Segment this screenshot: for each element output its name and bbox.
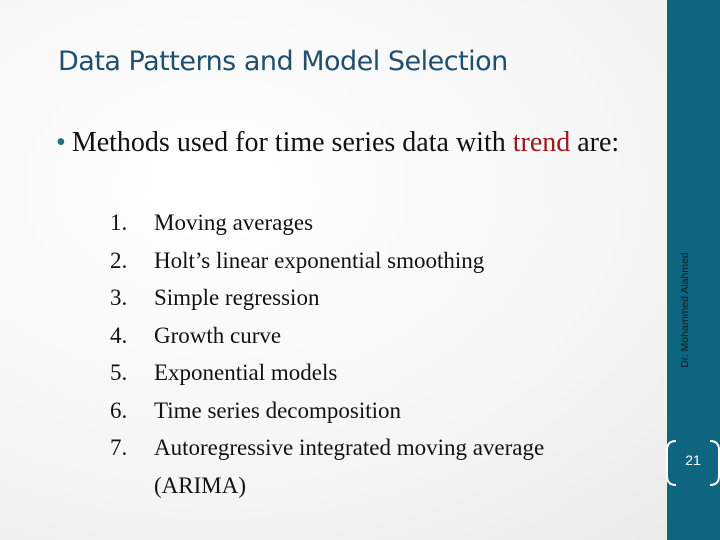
page-number-box bbox=[666, 440, 720, 486]
bullet-icon: • bbox=[56, 127, 66, 158]
item-text: Moving averages bbox=[154, 210, 314, 235]
item-number: 6. bbox=[110, 397, 128, 423]
item-number: 2. bbox=[110, 247, 128, 273]
list-item bbox=[110, 242, 594, 280]
page-number: 21 bbox=[685, 452, 701, 468]
list-item bbox=[110, 354, 594, 392]
list-item bbox=[110, 204, 594, 242]
item-number: 3. bbox=[110, 285, 128, 310]
item-text: Autoregressive integrated moving average (ARIMA) bbox=[154, 435, 545, 498]
item-number: 5. bbox=[110, 360, 128, 385]
list-item bbox=[110, 392, 594, 430]
bullet-highlight: trend bbox=[512, 127, 571, 158]
item-number: 1. bbox=[110, 210, 128, 235]
item-number: 4. bbox=[110, 322, 128, 348]
list-item bbox=[110, 279, 594, 317]
methods-list bbox=[110, 204, 594, 504]
item-text: Simple regression bbox=[154, 285, 320, 310]
bullet-suffix: are: bbox=[570, 127, 620, 158]
item-text: Growth curve bbox=[154, 322, 282, 348]
author-name: Dr. Mohammed Alahmed bbox=[679, 252, 691, 368]
item-text: Time series decomposition bbox=[154, 397, 402, 423]
bullet-prefix: Methods used for time series data with bbox=[71, 127, 513, 158]
item-text: Holt’s linear exponential smoothing bbox=[154, 247, 485, 273]
item-text: Exponential models bbox=[154, 360, 338, 385]
list-item bbox=[110, 429, 594, 504]
list-item bbox=[110, 317, 594, 355]
slide-title: Data Patterns and Model Selection bbox=[58, 46, 508, 77]
item-number: 7. bbox=[110, 435, 128, 460]
bullet-point bbox=[56, 124, 656, 162]
